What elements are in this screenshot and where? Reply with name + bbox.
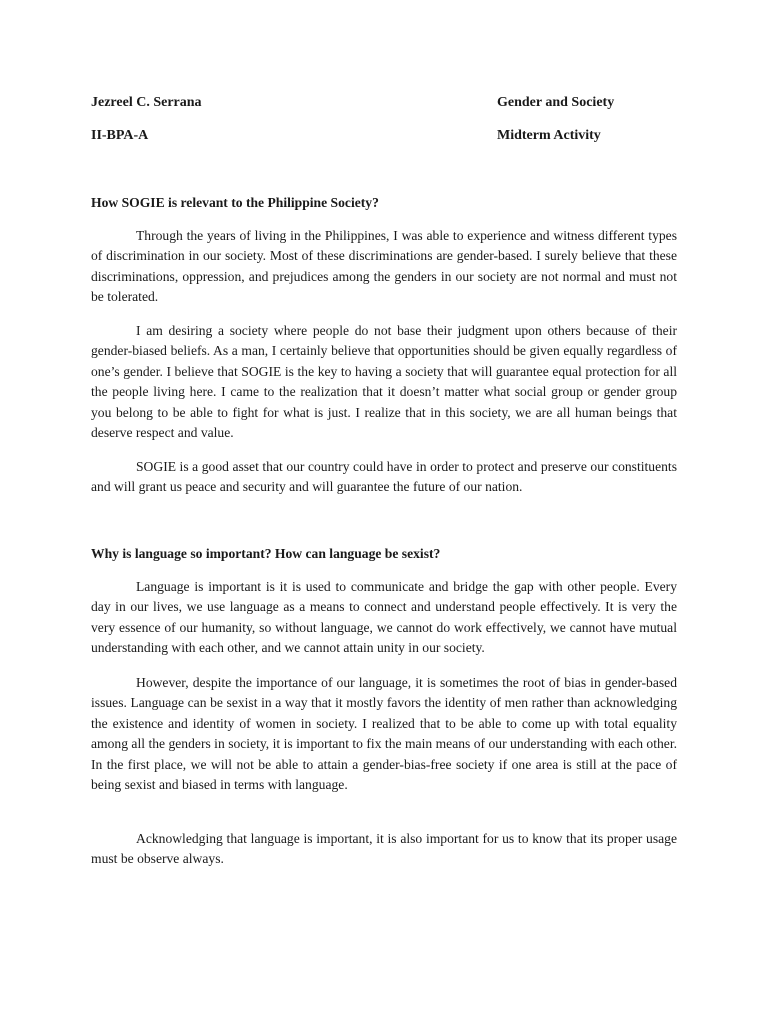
paragraph: Acknowledging that language is important, it is also important for us to know that its proper usage must be observe always.: [91, 831, 677, 867]
paragraph: Language is important is it is used to communicate and bridge the gap with other people. Every day in our lives, we use language as a means to connect and understand people effectively. It is very the very essence of our humanity, so without language, we cannot do work effectively, we cannot have mutual understanding with each other, and we cannot attain unity in our society.: [91, 579, 677, 656]
paragraph: SOGIE is a good asset that our country could have in order to protect and preserve our constituents and will grant us peace and security and will guarantee the future of our nation.: [91, 459, 677, 495]
class-section: II-BPA-A: [91, 128, 149, 143]
activity-title: Midterm Activity: [497, 128, 601, 143]
paragraph: However, despite the importance of our language, it is sometimes the root of bias in gender-based issues. Language can be sexist in a way that it mostly favors the identity of men rather than acknowledging the existence and identity of women in society. I realized that to be able to come up with total equality among all the genders in society, it is important to fix the main means of our understanding with each other. In the first place, we will not be able to attain a gender-bias-free society if one area is still at the pace of being sexist and biased in terms with language.: [91, 675, 677, 793]
paragraph: Through the years of living in the Philippines, I was able to experience and witness different types of discrimination in our society. Most of these discriminations are gender-based. I surely believe that these discriminations, oppression, and prejudices among the genders in our society are not normal and must not be tolerated.: [91, 228, 677, 305]
section-heading-language: Why is language so important? How can language be sexist?: [91, 546, 441, 561]
section-heading-sogie: How SOGIE is relevant to the Philippine Society?: [91, 195, 379, 210]
paragraph: I am desiring a society where people do not base their judgment upon others because of their gender-biased beliefs. As a man, I certainly believe that opportunities should be given equally regardless of one’s gender. I believe that SOGIE is the key to having a society that will guarantee equal protection for all the people living here. I came to the realization that it doesn’t matter what social group or gender group you belong to be able to fight for what is just. I realize that in this society, we are all human beings that deserve respect and value.: [91, 323, 677, 441]
course-title: Gender and Society: [497, 95, 615, 110]
author-name: Jezreel C. Serrana: [91, 95, 202, 110]
